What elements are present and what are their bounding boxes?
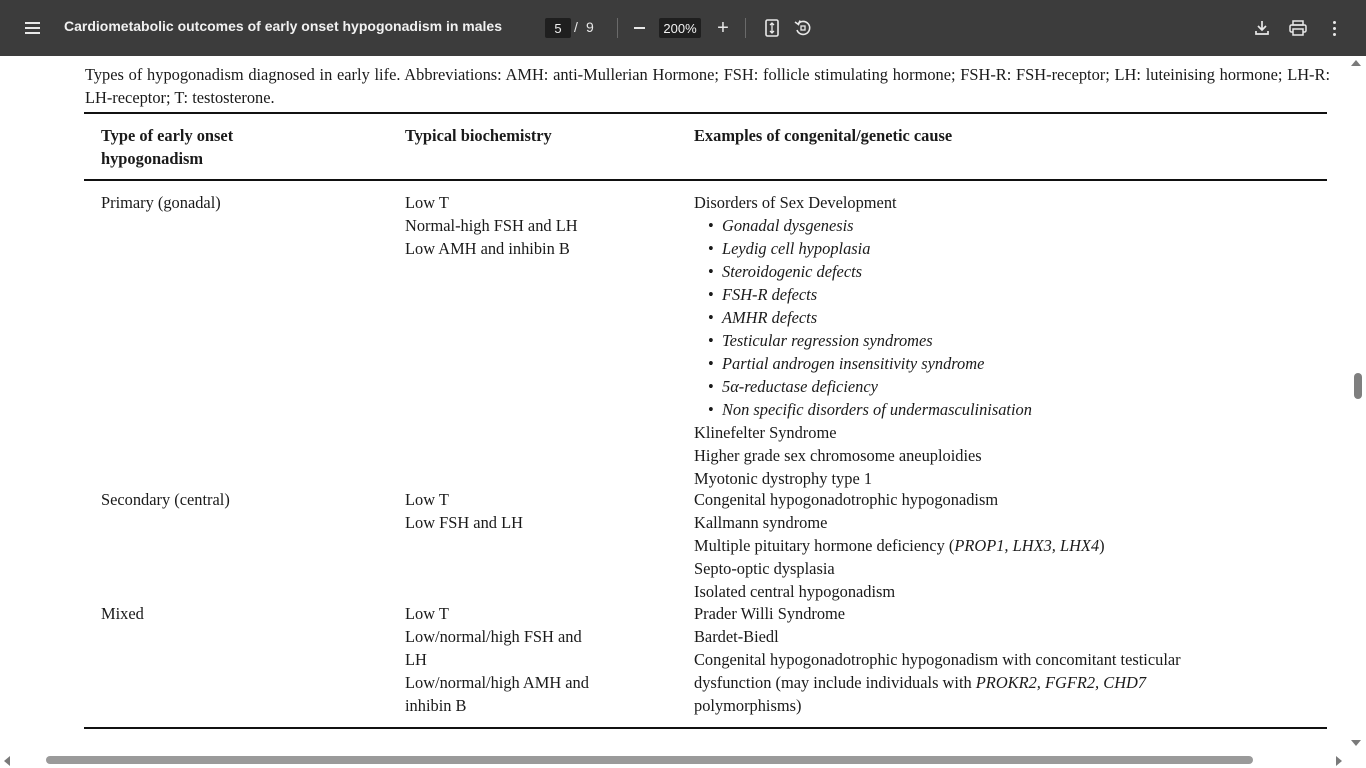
row-secondary-causes: Congenital hypogonadotrophic hypogonadism Kallmann syndrome Multiple pituitary hormone deficiency (PROP1, LHX3, LHX4) Septo-optic dysplasia Isolated central hypogonadism <box>694 490 1105 601</box>
list-item: • FSH-R defects <box>708 283 1032 306</box>
page-number-input[interactable] <box>545 18 571 38</box>
row-mixed-type: Mixed <box>101 604 144 623</box>
more-vert-icon[interactable] <box>1322 16 1346 40</box>
header-causes: Examples of congenital/genetic cause <box>694 126 953 145</box>
table-top-rule <box>84 112 1327 114</box>
horizontal-scrollbar[interactable] <box>0 752 1346 768</box>
toolbar-divider <box>617 18 618 38</box>
list-item: • Non specific disorders of undermasculinisation <box>708 398 1032 421</box>
document-title: Cardiometabolic outcomes of early onset hypogonadism in males <box>64 18 502 34</box>
list-item: • AMHR defects <box>708 306 1032 329</box>
scrollbar-corner <box>1346 752 1366 768</box>
page-total: 9 <box>586 19 594 35</box>
header-biochemistry: Typical biochemistry <box>405 126 552 145</box>
scroll-down-icon[interactable] <box>1351 740 1361 746</box>
fit-page-icon[interactable] <box>761 16 783 40</box>
rotate-icon[interactable] <box>792 16 814 40</box>
list-item: • Partial androgen insensitivity syndrome <box>708 352 1032 375</box>
download-icon[interactable] <box>1250 16 1274 40</box>
list-item: • Gonadal dysgenesis <box>708 214 1032 237</box>
row-primary-type: Primary (gonadal) <box>101 193 221 212</box>
list-item: • Testicular regression syndromes <box>708 329 1032 352</box>
page-separator: / <box>574 19 578 35</box>
list-item: • Steroidogenic defects <box>708 260 1032 283</box>
table-caption: Types of hypogonadism diagnosed in early life. Abbreviations: AMH: anti-Mullerian Hormone; FSH: follicle stimulating hormone; FSH-R: FSH-receptor; LH: luteinising hormone; LH-R: LH-receptor; T: testosterone. <box>85 65 1330 107</box>
horizontal-scroll-thumb[interactable] <box>46 756 1253 764</box>
menu-icon[interactable] <box>16 14 48 42</box>
row-secondary-type: Secondary (central) <box>101 490 230 509</box>
header-type: Type of early onset hypogonadism <box>101 126 234 168</box>
table-bottom-rule <box>84 727 1327 729</box>
minus-icon[interactable] <box>627 16 651 40</box>
row-primary-causes: Disorders of Sex Development • Gonadal dysgenesis • Leydig cell hypoplasia • Steroidogenic defects • FSH-R defects • AMHR defects • Testicular regression syndromes • Partial androgen insensitivity syndrome • 5α-reductase deficiency • Non specific disorders of undermasculinisation Klinefelter Syndrome Higher grade sex chromosome aneuploidies Myotonic dystrophy type 1 <box>694 191 1032 490</box>
toolbar-divider <box>745 18 746 38</box>
list-item: • 5α-reductase deficiency <box>708 375 1032 398</box>
pdf-toolbar <box>0 0 1366 56</box>
row-mixed-biochemistry: Low T Low/normal/high FSH and LH Low/normal/high AMH and inhibin B <box>405 604 589 715</box>
scroll-up-icon[interactable] <box>1351 60 1361 66</box>
row-primary-biochemistry: Low T Normal-high FSH and LH Low AMH and inhibin B <box>405 193 578 258</box>
print-icon[interactable] <box>1286 16 1310 40</box>
pdf-page <box>0 56 1346 752</box>
scroll-left-icon[interactable] <box>4 756 10 766</box>
list-item: • Leydig cell hypoplasia <box>708 237 1032 260</box>
row-secondary-biochemistry: Low T Low FSH and LH <box>405 490 523 532</box>
plus-icon[interactable]: + <box>717 17 729 39</box>
scroll-right-icon[interactable] <box>1336 756 1342 766</box>
row-mixed-causes: Prader Willi Syndrome Bardet-Biedl Congenital hypogonadotrophic hypogonadism with concomitant testicular dysfunction (may include individuals with PROKR2, FGFR2, CHD7 polymorphisms) <box>694 604 1181 715</box>
table-header-rule <box>84 179 1327 181</box>
vertical-scroll-thumb[interactable] <box>1354 373 1362 399</box>
vertical-scrollbar[interactable] <box>1346 56 1366 752</box>
zoom-input[interactable] <box>659 18 701 38</box>
